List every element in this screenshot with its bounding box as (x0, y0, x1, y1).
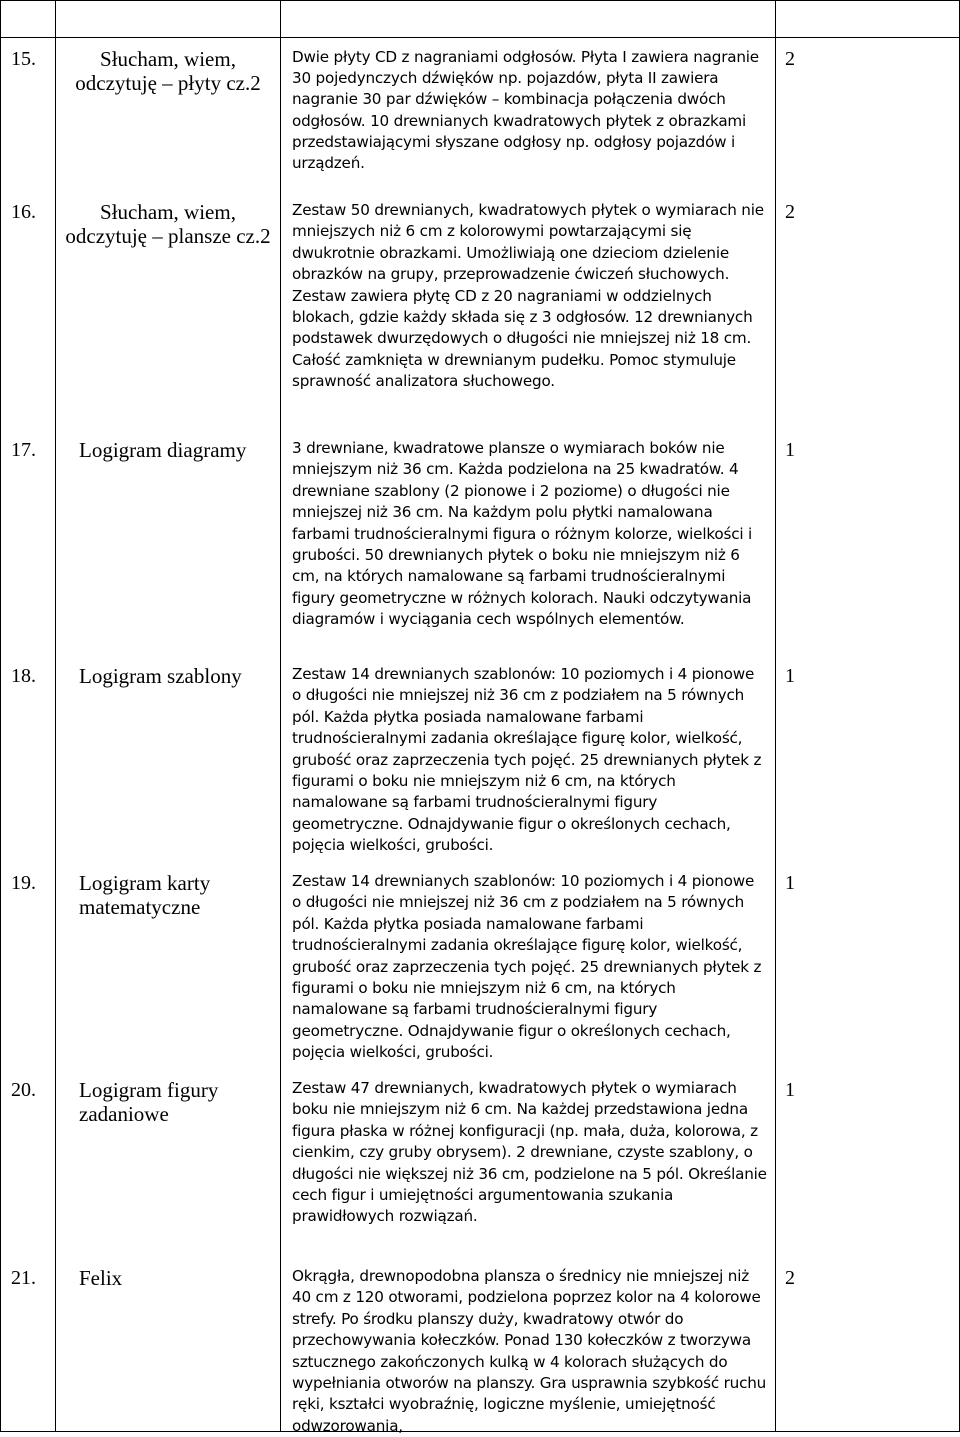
item-quantity: 2 (785, 48, 795, 70)
item-name: Słucham, wiem, odczytuję – płyty cz.2 (75, 47, 261, 95)
item-name: Logigram karty matematyczne (79, 871, 211, 919)
item-description: Okrągła, drewnopodobna plansza o średnicy nie mniejszej niż 40 cm z 120 otworami, podzielona poprzez kolor na 4 kolorowe strefy. Po środku planszy duży, kwadratowy otwór do przechowywania kołeczków. Ponad 130 kołeczków z tworzywa sztucznego zakończonych kulką w 4 kolorach służących do wypełniania otworów na planszy. Gra usprawnia szybkość ruchu ręki, kształci wyobraźnię, logiczne myślenie, umiejętność odwzorowania, (292, 1267, 767, 1435)
item-number: 19. (11, 872, 36, 894)
item-number: 21. (11, 1267, 36, 1289)
column-divider (55, 1, 56, 1431)
item-quantity: 1 (785, 1079, 795, 1101)
item-number: 18. (11, 665, 36, 687)
item-quantity: 1 (785, 439, 795, 461)
item-name: Słucham, wiem, odczytuję – plansze cz.2 (65, 200, 271, 248)
item-description: Dwie płyty CD z nagraniami odgłosów. Płyta I zawiera nagranie 30 pojedynczych dźwięków np. pojazdów, płyta II zawiera nagranie 30 par dźwięków – kombinacja połączenia dwóch odgłosów. 10 drewnianych kwadratowych płytek z obrazkami przedstawiającymi słyszane odgłosy np. odgłosy pojazdów i urządzeń. (292, 48, 759, 173)
item-name: Logigram diagramy (79, 438, 247, 462)
item-description: Zestaw 47 drewnianych, kwadratowych płytek o wymiarach boku nie mniejszym niż 6 cm. Na każdej przedstawiona jedna figura płaska w różnej konfiguracji (np. mała, duża, kolorowa, z cienkim, czy gruby obrysem). 2 drewniane, czyste szablony, o długości nie większej niż 36 cm, podzielone na 5 pól. Określanie cech figur i umiejętności argumentowania szukania prawidłowych rozwiązań. (292, 1079, 767, 1226)
row-divider (1, 37, 959, 38)
item-name: Logigram szablony (79, 664, 242, 688)
item-name: Felix (79, 1266, 123, 1290)
column-divider (775, 1, 776, 1431)
item-number: 15. (11, 48, 36, 70)
item-quantity: 1 (785, 872, 795, 894)
item-quantity: 1 (785, 665, 795, 687)
item-name: Logigram figury zadaniowe (79, 1078, 219, 1126)
item-number: 16. (11, 201, 36, 223)
item-description: Zestaw 14 drewnianych szablonów: 10 poziomych i 4 pionowe o długości nie mniejszej niż 36 cm z podziałem na 5 równych pól. Każda płytka posiada namalowane farbami trudnościeralnymi zadania określające figurę kolor, wielkość, grubość oraz zaprzeczenia tych pojęć. 25 drewnianych płytek z figurami o boku nie mniejszym niż 6 cm, na których namalowane są farbami trudnościeralnymi figury geometryczne. Odnajdywanie figur o określonych cechach, pojęcia wielkości, grubości. (292, 665, 762, 855)
item-description: 3 drewniane, kwadratowe plansze o wymiarach boków nie mniejszym niż 36 cm. Każda podzielona na 25 kwadratów. 4 drewniane szablony (2 pionowe i 2 poziome) o długości nie mniejszej niż 36 cm. Na każdym polu płytki namalowana farbami trudnościeralnymi figura o różnym kolorze, wielkości i grubości. 50 drewnianych płytek o boku nie mniejszym niż 6 cm, na których namalowane są farbami trudnościeralnymi figury geometryczne w różnych kolorach. Nauki odczytywania diagramów i wyciągania cech wspólnych elementów. (292, 439, 753, 629)
item-description: Zestaw 50 drewnianych, kwadratowych płytek o wymiarach nie mniejszych niż 6 cm z kolorowymi powtarzającymi się dwukrotnie obrazkami. Umożliwiają one dzieciom dzielenie obrazków na grupy, przeprowadzenie ćwiczeń słuchowych. Zestaw zawiera płytę CD z 20 nagraniami w oddzielnych blokach, gdzie każdy składa się z 3 odgłosów. 12 drewnianych podstawek dwurzędowych o długości nie mniejszej niż 18 cm. Całość zamknięta w drewnianym pudełku. Pomoc stymuluje sprawność analizatora słuchowego. (292, 201, 764, 391)
item-quantity: 2 (785, 201, 795, 223)
item-description: Zestaw 14 drewnianych szablonów: 10 poziomych i 4 pionowe o długości nie mniejszej niż 36 cm z podziałem na 5 równych pól. Każda płytka posiada namalowane farbami trudnościeralnymi zadania określające figurę kolor, wielkość, grubość oraz zaprzeczenia tych pojęć. 25 drewnianych płytek z figurami o boku nie mniejszym niż 6 cm, na których namalowane są farbami trudnościeralnymi figury geometryczne. Odnajdywanie figur o określonych cechach, pojęcia wielkości, grubości. (292, 872, 762, 1062)
item-number: 17. (11, 439, 36, 461)
item-quantity: 2 (785, 1267, 795, 1289)
column-divider (280, 1, 281, 1431)
item-number: 20. (11, 1079, 36, 1101)
